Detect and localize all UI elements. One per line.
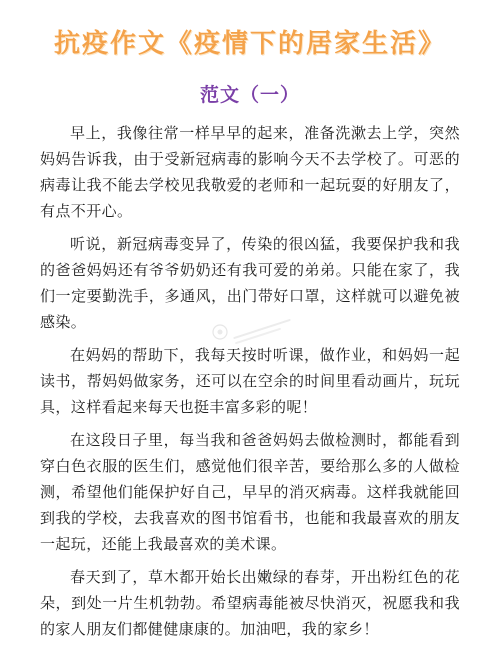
- paragraph-1: 早上，我像往常一样早早的起来，准备洗漱去上学，突然妈妈告诉我，由于受新冠病毒的影响今天不去学校了。可恶的病毒让我不能去学校见我敬爱的老师和一起玩耍的好朋友了，有点不开心。: [40, 124, 460, 220]
- document-title: 抗疫作文《疫情下的居家生活》: [53, 29, 446, 59]
- document-subtitle: 范文（一）: [199, 84, 300, 106]
- paragraph-2: 听说，新冠病毒变异了，传染的很凶猛，我要保护我和我的爸爸妈妈还有爷爷奶奶还有我可爱的弟弟。只能在家了，我们一定要勤洗手，多通风，出门带好口罩，这样就可以避免被感染。: [40, 235, 460, 331]
- paragraph-3: 在妈妈的帮助下，我每天按时听课，做作业，和妈妈一起读书，帮妈妈做家务，还可以在空余的时间里看动画片，玩玩具，这样看起来每天也挺丰富多彩的呢！: [40, 346, 460, 416]
- paragraph-4: 在这段日子里，每当我和爸爸妈妈去做检测时，都能看到穿白色衣服的医生们，感觉他们很辛苦，要给那么多的人做检测，希望他们能保护好自己，早早的消灭病毒。这样我就能回到我的学校，去我喜欢的图书馆看书，也能和我最喜欢的朋友一起玩，还能上我最喜欢的美术课。: [40, 431, 460, 553]
- paragraph-5: 春天到了，草木都开始长出嫩绿的春芽，开出粉红色的花朵，到处一片生机勃勃。希望病毒能被尽快消灭，祝愿我和我的家人朋友们都健健康康的。加油吧，我的家乡！: [40, 568, 460, 638]
